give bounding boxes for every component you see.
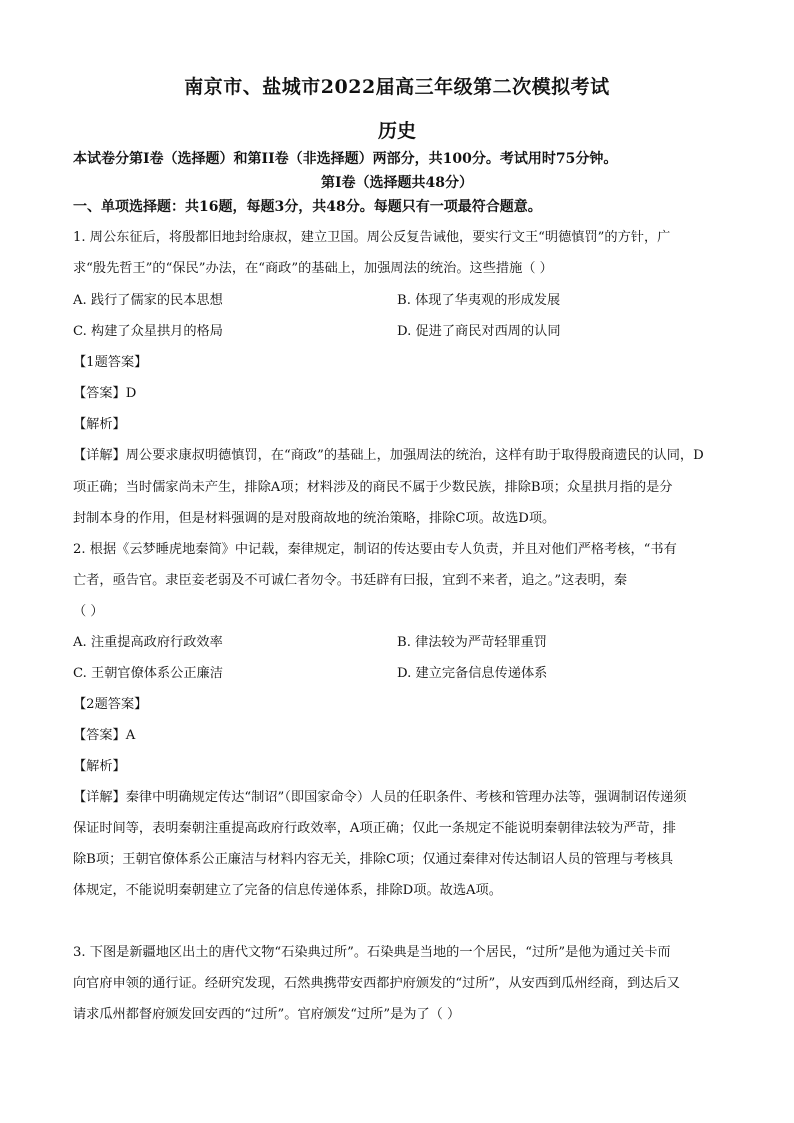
subject-title: 历史 [377, 120, 416, 142]
q2-answer-tag: 【2题答案】 [73, 697, 148, 712]
q1-option-b: B. 体现了华夷观的形成发展 [397, 293, 561, 308]
q2-detail-line-3: 除B项；王朝官僚体系公正廉洁与材料内容无关，排除C项；仅通过秦律对传达制诏人员的管理与考核具 [73, 852, 674, 867]
q1-option-d: D. 促进了商民对西周的认同 [397, 324, 561, 339]
q2-stem-line-2: 亡者，亟告官。隶臣妾老弱及不可诚仁者勿令。书廷辟有曰报，宜到不来者，追之。”这表明，秦 [73, 573, 628, 588]
q2-option-b: B. 律法较为严苛轻罪重罚 [397, 635, 547, 650]
q1-answer-tag: 【1题答案】 [73, 355, 148, 370]
q3-stem-line-1: 3. 下图是新疆地区出土的唐代文物“石染典过所”。石染典是当地的一个居民，“过所”是他为通过关卡而 [73, 945, 671, 960]
q3-stem-line-3: 请求瓜州都督府颁发回安西的“过所”。官府颁发“过所”是为了（ ） [73, 1007, 461, 1022]
q2-analysis: 【解析】 [73, 759, 126, 774]
q2-option-c: C. 王朝官僚体系公正廉洁 [73, 666, 223, 681]
q2-option-d: D. 建立完备信息传递体系 [397, 666, 548, 681]
section-title: 一、单项选择题：共16题，每题3分，共48分。每题只有一项最符合题意。 [73, 199, 542, 215]
q1-answer: 【答案】D [73, 386, 137, 401]
q2-detail-line-4: 体规定，不能说明秦朝建立了完备的信息传递体系，排除D项。故选A项。 [73, 883, 502, 898]
part-one-title: 第I卷（选择题共48分） [320, 175, 474, 191]
q1-stem-line-1: 1. 周公东征后，将殷都旧地封给康叔，建立卫国。周公反复告诫他，要实行文王“明德慎罚”的方针，广 [73, 230, 671, 245]
q2-detail-line-1: 【详解】秦律中明确规定传达“制诏”（即国家命令）人员的任职条件、考核和管理办法等，强调制诏传递须 [73, 790, 687, 805]
q1-analysis: 【解析】 [73, 417, 126, 432]
q2-option-a: A. 注重提高政府行政效率 [73, 635, 223, 650]
exam-intro: 本试卷分第I卷（选择题）和第II卷（非选择题）两部分，共100分。考试用时75分钟。 [73, 151, 618, 167]
q2-answer: 【答案】A [73, 728, 136, 743]
q1-detail-line-3: 封制本身的作用，但是材料强调的是对殷商故地的统治策略，排除C项。故选D项。 [73, 511, 556, 526]
q2-stem-line-3: （ ） [73, 604, 104, 619]
q1-stem-line-2: 求“殷先哲王”的“保民”办法，在“商政”的基础上，加强周法的统治。这些措施（ ） [73, 261, 553, 276]
exam-title: 南京市、盐城市2022届高三年级第二次模拟考试 [184, 76, 610, 98]
q1-option-a: A. 践行了儒家的民本思想 [73, 293, 223, 308]
q1-detail-line-1: 【详解】周公要求康叔明德慎罚，在“商政”的基础上，加强周法的统治，这样有助于取得殷商遗民的认同，D [73, 448, 704, 463]
q2-stem-line-1: 2. 根据《云梦睡虎地秦简》中记载，秦律规定，制诏的传达要由专人负责，并且对他们严格考核，“书有 [73, 542, 677, 557]
q1-option-c: C. 构建了众星拱月的格局 [73, 324, 223, 339]
q1-detail-line-2: 项正确；当时儒家尚未产生，排除A项；材料涉及的商民不属于少数民族，排除B项；众星拱月指的是分 [73, 480, 673, 495]
q2-detail-line-2: 保证时间等，表明秦朝注重提高政府行政效率，A项正确；仅此一条规定不能说明秦朝律法较为严苛，排 [73, 821, 676, 836]
q3-stem-line-2: 向官府申领的通行证。经研究发现，石然典携带安西都护府颁发的“过所”，从安西到瓜州经商，到达后又 [73, 976, 680, 991]
